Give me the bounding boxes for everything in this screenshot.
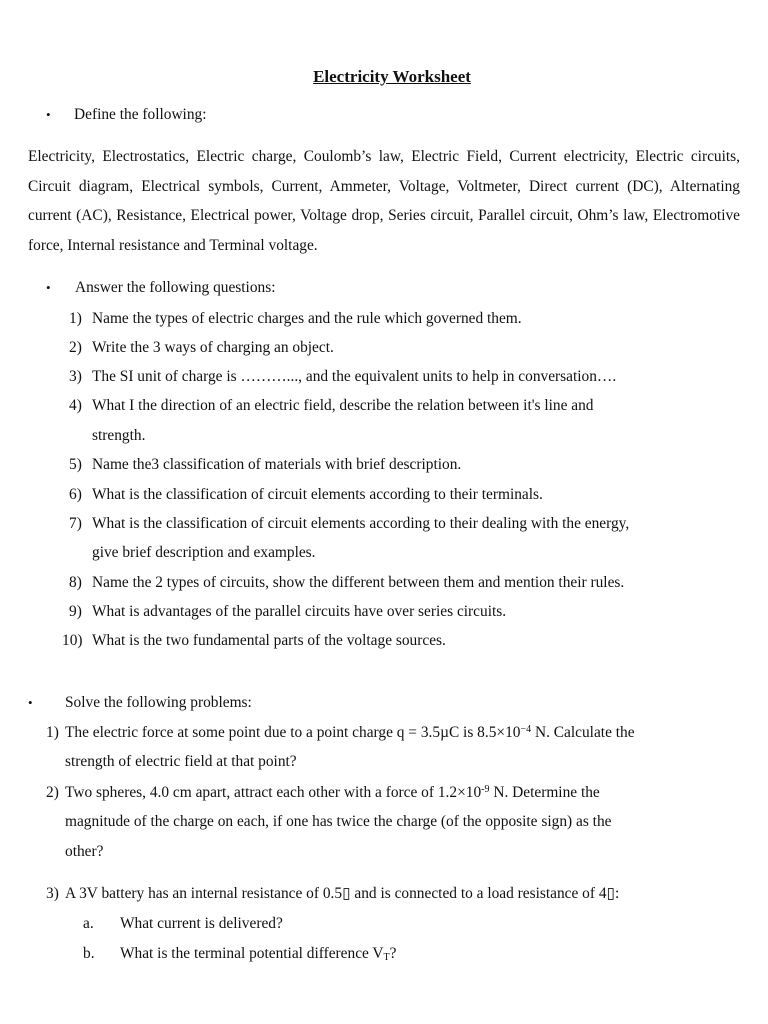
question-number: 7)	[69, 515, 82, 532]
problem-text: The electric force at some point due to a point charge q = 3.5µC is $8.5\times 10^{-4}$ N. Calculate the	[65, 724, 635, 741]
problem-number: 3)	[46, 885, 59, 902]
problem-text-continued: magnitude of the charge on each, if one has twice the charge (of the opposite sign) as the	[65, 813, 612, 830]
question-number: 2)	[69, 339, 82, 356]
define-heading: Define the following:	[74, 106, 207, 123]
question-text: Name the3 classification of materials with brief description.	[92, 456, 462, 473]
problem-number: 2)	[46, 784, 59, 801]
bullet-icon: •	[46, 107, 51, 122]
question-text: The SI unit of charge is ………..., and the equivalent units to help in conversation….	[92, 368, 617, 385]
question-text: Write the 3 ways of charging an object.	[92, 339, 334, 356]
sub-question-label: b.	[83, 945, 95, 962]
question-number: 10)	[62, 632, 83, 649]
question-text: Name the types of electric charges and the rule which governed them.	[92, 310, 522, 327]
problem-text-continued: other?	[65, 843, 104, 860]
question-text: What is advantages of the parallel circuits have over series circuits.	[92, 603, 507, 620]
problem-text: Two spheres, 4.0 cm apart, attract each other with a force of $1.2\times 10^{-9}$ N. Determine the	[65, 784, 600, 801]
problem-number: 1)	[46, 724, 59, 741]
question-text: What is the two fundamental parts of the voltage sources.	[92, 632, 446, 649]
question-number: 1)	[69, 310, 82, 327]
problem-text-continued: strength of electric field at that point?	[65, 753, 297, 770]
sub-question-text: What current is delivered?	[120, 915, 283, 932]
answer-heading: Answer the following questions:	[75, 279, 276, 296]
question-text-continued: give brief description and examples.	[92, 544, 316, 561]
page-title: Electricity Worksheet	[313, 67, 471, 86]
bullet-icon: •	[46, 280, 51, 295]
question-number: 5)	[69, 456, 82, 473]
question-text: What I the direction of an electric field, describe the relation between it's line and	[92, 397, 594, 414]
define-terms-paragraph: Electricity, Electrostatics, Electric charge, Coulomb’s law, Electric Field, Current electricity, Electric circuits, Circuit diagram, Electrical symbols, Current, Ammeter, Voltage, Voltmeter, Direct current (DC), Alternating current (AC), Resistance, Electrical power, Voltage drop, Series circuit, Parallel circuit, Ohm’s law, Electromotive force, Internal resistance and Terminal voltage.	[28, 148, 740, 254]
question-number: 8)	[69, 574, 82, 591]
question-number: 6)	[69, 486, 82, 503]
bullet-icon: •	[28, 695, 33, 710]
problem-text: A 3V battery has an internal resistance of 0.5▯ and is connected to a load resistance of 4▯:	[65, 885, 620, 902]
solve-heading: Solve the following problems:	[65, 694, 252, 711]
question-number: 4)	[69, 397, 82, 414]
question-text-continued: strength.	[92, 427, 146, 444]
question-text: Name the 2 types of circuits, show the different between them and mention their rules.	[92, 574, 625, 591]
question-number: 3)	[69, 368, 82, 385]
question-text: What is the classification of circuit elements according to their dealing with the energy,	[92, 515, 630, 532]
question-text: What is the classification of circuit elements according to their terminals.	[92, 486, 543, 503]
sub-question-text: What is the terminal potential difference $V_T$?	[120, 945, 397, 963]
sub-question-label: a.	[83, 915, 94, 932]
question-number: 9)	[69, 603, 82, 620]
